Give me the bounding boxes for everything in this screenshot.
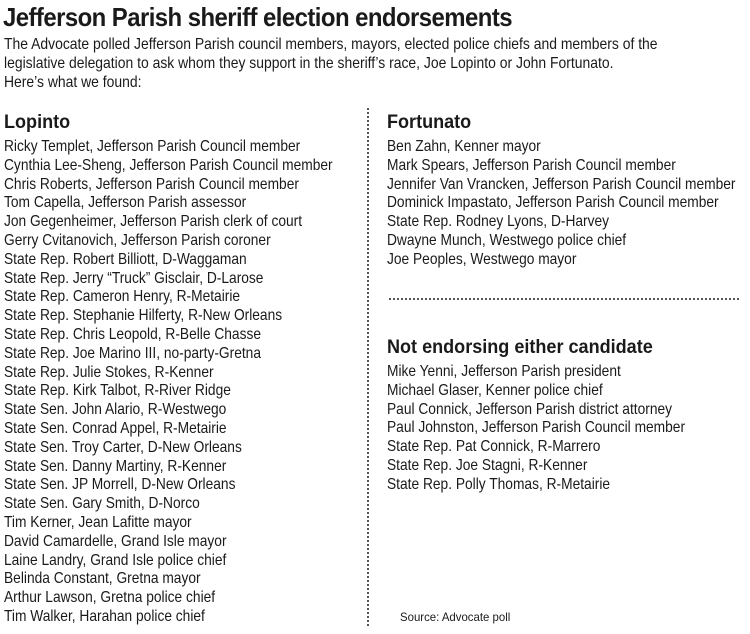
lopinto-name-item: State Rep. Stephanie Hilferty, R-New Orleans <box>4 307 283 325</box>
lopinto-list <box>4 138 386 627</box>
lopinto-name-item: Ricky Templet, Jefferson Parish Council member <box>4 138 301 155</box>
lopinto-name-item: State Sen. Troy Carter, D-New Orleans <box>4 438 242 456</box>
lopinto-name-item: State Sen. Danny Martiny, R-Kenner <box>4 457 227 475</box>
fortunato-name-item: Joe Peoples, Westwego mayor <box>387 250 577 268</box>
fortunato-name-item: Dwayne Munch, Westwego police chief <box>387 231 627 249</box>
intro-line: The Advocate polled Jefferson Parish council members, mayors, elected police chiefs and members of the <box>4 36 658 53</box>
lopinto-name-item: Tim Kerner, Jean Lafitte mayor <box>4 513 192 531</box>
fortunato-name-item: Mark Spears, Jefferson Parish Council member <box>387 156 676 174</box>
lopinto-name-item: State Rep. Robert Billiott, D-Waggaman <box>4 250 247 268</box>
lopinto-name-item: State Rep. Kirk Talbot, R-River Ridge <box>4 382 231 400</box>
neither-name-item: Mike Yenni, Jefferson Parish president <box>387 363 621 380</box>
fortunato-name-item: Ben Zahn, Kenner mayor <box>387 138 541 155</box>
lopinto-name-item: State Sen. Conrad Appel, R-Metairie <box>4 419 227 437</box>
neither-name-item: Paul Johnston, Jefferson Parish Council member <box>387 419 686 437</box>
fortunato-name-item: Jennifer Van Vrancken, Jefferson Parish Council member <box>387 175 736 193</box>
intro-line: Here’s what we found: <box>4 74 142 91</box>
lopinto-name-item: Tom Capella, Jefferson Parish assessor <box>4 194 247 212</box>
fortunato-column <box>387 111 750 270</box>
lopinto-name-item: State Rep. Jerry “Truck” Gisclair, D-Larose <box>4 269 264 287</box>
lopinto-name-item: Chris Roberts, Jefferson Parish Council member <box>4 175 299 193</box>
lopinto-heading: Lopinto <box>4 112 71 133</box>
intro-line: legislative delegation to ask whom they support in the sheriff’s race, Joe Lopinto or John Fortunato. <box>4 55 614 72</box>
neither-name-item: State Rep. Polly Thomas, R-Metairie <box>387 475 611 493</box>
column-divider <box>367 108 369 626</box>
lopinto-name-item: State Rep. Cameron Henry, R-Metairie <box>4 288 241 306</box>
lopinto-name-item: State Sen. Gary Smith, D-Norco <box>4 495 200 513</box>
neither-name-item: State Rep. Joe Stagni, R-Kenner <box>387 456 588 474</box>
fortunato-name-item: State Rep. Rodney Lyons, D-Harvey <box>387 213 610 231</box>
neither-name-item: Michael Glaser, Kenner police chief <box>387 381 603 399</box>
lopinto-name-item: Arthur Lawson, Gretna police chief <box>4 589 216 607</box>
lopinto-name-item: State Sen. John Alario, R-Westwego <box>4 401 227 419</box>
section-divider <box>389 298 739 300</box>
lopinto-name-item: State Sen. JP Morrell, D-New Orleans <box>4 476 236 494</box>
neither-heading: Not endorsing either candidate <box>387 337 653 358</box>
intro-text <box>4 35 717 92</box>
lopinto-name-item: State Rep. Chris Leopold, R-Belle Chasse <box>4 325 261 343</box>
neither-list <box>387 363 734 495</box>
lopinto-name-item: Gerry Cvitanovich, Jefferson Parish coroner <box>4 231 271 249</box>
lopinto-name-item: State Rep. Julie Stokes, R-Kenner <box>4 363 214 381</box>
fortunato-heading: Fortunato <box>387 112 472 133</box>
lopinto-name-item: Cynthia Lee-Sheng, Jefferson Parish Council member <box>4 156 333 174</box>
lopinto-name-item: Laine Landry, Grand Isle police chief <box>4 551 227 569</box>
fortunato-name-item: Dominick Impastato, Jefferson Parish Council member <box>387 194 719 212</box>
page-title: Jefferson Parish sheriff election endorsements <box>3 2 512 32</box>
neither-section <box>387 336 734 495</box>
fortunato-list <box>387 138 750 270</box>
lopinto-name-item: David Camardelle, Grand Isle mayor <box>4 532 227 550</box>
neither-name-item: State Rep. Pat Connick, R-Marrero <box>387 438 601 456</box>
source-note: Source: Advocate poll <box>400 610 511 624</box>
lopinto-name-item: Jon Gegenheimer, Jefferson Parish clerk of court <box>4 213 303 231</box>
lopinto-column <box>4 111 386 627</box>
lopinto-name-item: Tim Walker, Harahan police chief <box>4 607 205 625</box>
lopinto-name-item: Belinda Constant, Gretna mayor <box>4 570 201 588</box>
neither-name-item: Paul Connick, Jefferson Parish district attorney <box>387 400 673 418</box>
lopinto-name-item: State Rep. Joe Marino III, no-party-Gretna <box>4 344 261 362</box>
